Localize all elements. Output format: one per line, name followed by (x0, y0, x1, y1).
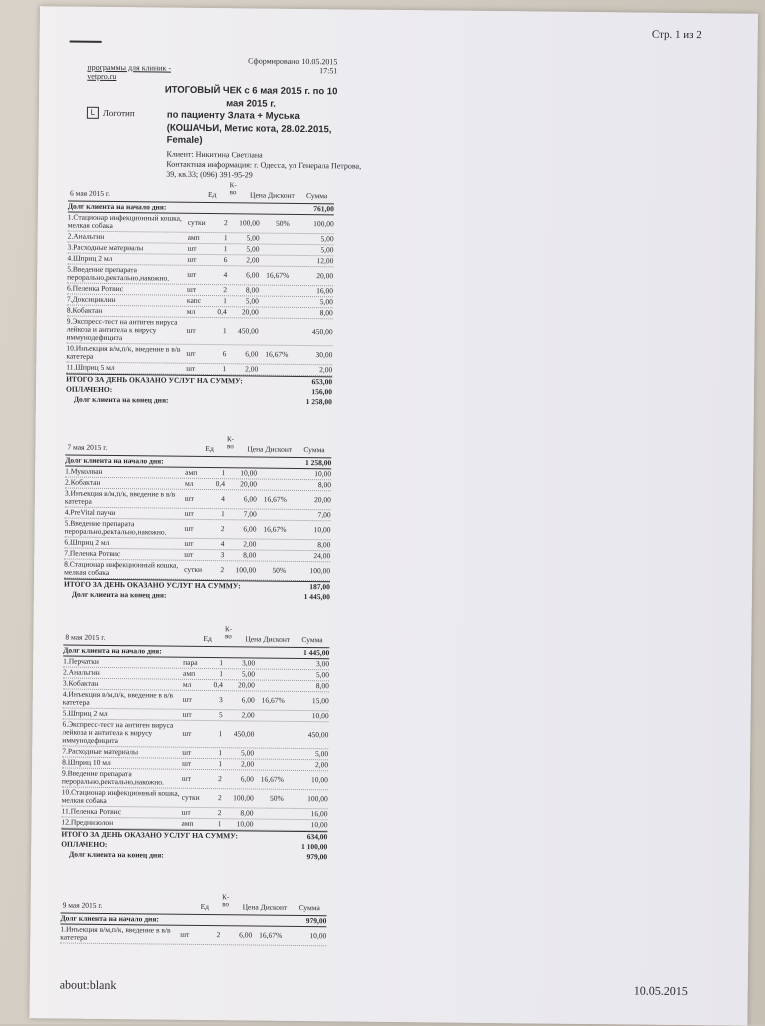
item-price: 6,00 (220, 931, 252, 939)
item-price: 450,00 (222, 730, 254, 738)
item-qty: 6 (212, 350, 226, 358)
item-name: 11.Пеленка Ротвис (62, 808, 182, 817)
item-name: 6.Экспресс-тест на антиген вируса лейкоза и антитела к вирусу иммунодефицита (62, 721, 182, 746)
line-item (66, 317, 332, 347)
column-qty: К-во (228, 182, 238, 196)
item-qty: 2 (213, 286, 227, 294)
item-sum: 5,00 (285, 671, 329, 679)
item-sum: 2,00 (284, 761, 328, 769)
debt-start-label: Долг клиента на начало дня: (65, 456, 164, 466)
item-name: 1.Инъекция в/м,п/к, введение в в/в катетера (60, 926, 180, 943)
item-discount: 50% (254, 795, 284, 803)
item-name: 1.Муколван (65, 468, 185, 477)
day-total-label: ИТОГО ЗА ДЕНЬ ОКАЗАНО УСЛУГ НА СУММУ: (61, 830, 238, 841)
day-date: 8 мая 2015 г. (65, 633, 105, 642)
item-price: 5,00 (223, 670, 255, 678)
item-name: 8.Шприц 10 мл (62, 759, 182, 768)
item-sum: 10,00 (284, 776, 328, 784)
column-sum: Сумма (299, 903, 320, 912)
item-sum: 8,00 (285, 682, 329, 690)
item-price: 2,00 (223, 711, 255, 719)
item-sum: 5,00 (289, 246, 333, 254)
item-sum: 5,00 (290, 235, 334, 243)
item-qty: 1 (209, 670, 223, 678)
item-price: 2,00 (224, 540, 256, 548)
item-unit: шт (187, 327, 213, 335)
item-name: 4.Инъекция в/м,п/к, введение в в/в катетера (63, 691, 183, 708)
item-name: 5.Введение препарата перорально,ректально,накожно. (64, 520, 184, 537)
item-name: 6.Пеленка Ротвис (67, 285, 187, 294)
item-name: 2.Кобактан (65, 479, 185, 488)
logo (87, 107, 135, 119)
item-price: 8,00 (227, 286, 259, 294)
item-qty: 1 (208, 760, 222, 768)
item-name: 11.Шприц 5 мл (66, 364, 186, 373)
item-unit: шт (187, 271, 213, 279)
item-sum: 5,00 (284, 750, 328, 758)
patient-info: по пациенту Злата + Муська (КОШАЧЬИ, Метис кота, 28.02.2015, Female) (167, 110, 349, 149)
item-name: 10.Стационар инфекционный кошка, мелкая собака (62, 789, 182, 806)
item-sum: 100,00 (284, 795, 328, 803)
item-sum: 100,00 (286, 567, 330, 575)
item-unit: шт (184, 540, 210, 548)
item-unit: шт (185, 525, 211, 533)
item-qty: 1 (207, 820, 221, 828)
day-total-value: 187,00 (309, 582, 330, 592)
item-unit: шт (182, 775, 208, 783)
item-price: 450,00 (227, 327, 259, 335)
day-total-value: 634,00 (307, 832, 328, 842)
item-unit: амп (181, 820, 207, 828)
item-name: 5.Шприц 2 мл (63, 710, 183, 719)
debt-end-value: 979,00 (306, 852, 327, 862)
item-price: 5,00 (227, 245, 259, 253)
item-price: 100,00 (228, 219, 260, 227)
item-sum: 8,00 (289, 309, 333, 317)
item-unit: шт (187, 256, 213, 264)
item-sum: 15,00 (285, 697, 329, 705)
item-qty: 3 (210, 551, 224, 559)
item-price: 2,00 (226, 365, 258, 373)
item-sum: 450,00 (289, 328, 333, 336)
item-price: 5,00 (222, 749, 254, 757)
paid-label: ОПЛАЧЕНО: (61, 840, 107, 849)
day-date: 7 мая 2015 г. (67, 443, 107, 452)
column-discount: Дисконт (263, 635, 290, 644)
day-total-label: ИТОГО ЗА ДЕНЬ ОКАЗАНО УСЛУГ НА СУММУ: (64, 580, 241, 591)
software-link[interactable]: программы для клиник - vetpro.ru (87, 63, 197, 82)
item-price: 6,00 (227, 271, 259, 279)
column-discount: Дисконт (261, 903, 288, 912)
item-price: 10,00 (221, 820, 253, 828)
item-qty: 2 (211, 525, 225, 533)
item-price: 20,00 (223, 681, 255, 689)
item-price: 3,00 (223, 659, 255, 667)
day-section (61, 623, 329, 863)
item-price: 2,00 (227, 256, 259, 264)
item-sum: 8,00 (287, 481, 331, 489)
item-name: 10.Инъекция в/м,п/к, введение в в/в катетера (66, 345, 186, 362)
column-unit: Ед (205, 444, 214, 453)
item-qty: 1 (213, 327, 227, 335)
item-sum: 450,00 (284, 731, 328, 739)
item-unit: мл (183, 681, 209, 689)
day-header (63, 623, 329, 649)
item-price: 6,00 (226, 350, 258, 358)
item-unit: амп (188, 234, 214, 242)
client-name: Клиент: Никитина Светлана (166, 150, 366, 162)
paid-label: ОПЛАЧЕНО: (66, 385, 112, 394)
debt-start-value: 979,00 (306, 916, 327, 926)
item-discount: 16,67% (255, 697, 285, 705)
item-qty: 6 (213, 256, 227, 264)
column-discount: Дисконт (268, 191, 295, 200)
item-name: 1.Перчатки (63, 658, 183, 667)
debt-end-value: 1 445,00 (304, 592, 330, 602)
item-qty: 1 (213, 297, 227, 305)
debt-end-label: Долг клиента на конец дня: (72, 590, 167, 600)
item-qty: 1 (213, 245, 227, 253)
day-date: 6 мая 2015 г. (70, 189, 110, 198)
day-header (68, 179, 334, 205)
line-item (60, 925, 326, 947)
item-price: 100,00 (224, 566, 256, 574)
item-unit: шт (186, 365, 212, 373)
column-unit: Ед (201, 902, 210, 911)
receipt-title: ИТОГОВЫЙ ЧЕК с 6 мая 2015 г. по 10 мая 2015 г. (161, 84, 341, 112)
item-discount: 16,67% (257, 526, 287, 534)
day-date: 9 мая 2015 г. (63, 901, 103, 910)
debt-end-label: Долг клиента на конец дня: (69, 850, 164, 860)
item-unit: сутки (188, 219, 214, 227)
column-price: Цена (250, 190, 266, 199)
debt-start-value: 1 258,00 (305, 458, 331, 468)
item-name: 8.Стационар инфекционный кошка, мелкая собака (64, 561, 184, 578)
item-unit: шт (185, 510, 211, 518)
item-name: 9.Введение препарата перорально,ректально,накожно. (62, 770, 182, 787)
day-section (66, 179, 334, 408)
item-qty: 2 (210, 566, 224, 574)
item-unit: амп (185, 469, 211, 477)
item-sum: 16,00 (284, 810, 328, 818)
line-item (62, 720, 328, 750)
item-qty: 1 (211, 469, 225, 477)
item-qty: 1 (209, 659, 223, 667)
column-price: Цена (247, 444, 263, 453)
item-unit: пара (183, 659, 209, 667)
paid-value: 156,00 (311, 387, 332, 397)
item-discount: 50% (256, 567, 286, 575)
item-price: 8,00 (222, 809, 254, 817)
item-unit: шт (182, 749, 208, 757)
day-header (61, 891, 327, 917)
item-qty: 1 (212, 365, 226, 373)
item-sum: 10,00 (283, 821, 327, 829)
item-price: 20,00 (227, 308, 259, 316)
item-sum: 20,00 (287, 496, 331, 504)
item-unit: шт (186, 350, 212, 358)
item-name: 3.Инъекция в/м,п/к, введение в в/в катетера (65, 490, 185, 507)
item-qty: 1 (214, 234, 228, 242)
column-price: Цена (243, 902, 259, 911)
item-qty: 0,4 (211, 480, 225, 488)
item-discount: 16,67% (258, 351, 288, 359)
item-unit: шт (183, 711, 209, 719)
column-qty: К-во (225, 436, 235, 450)
item-unit: сутки (182, 794, 208, 802)
item-qty: 5 (209, 711, 223, 719)
item-name: 9.Экспресс-тест на антиген вируса лейкоза и антитела к вирусу иммунодефицита (67, 318, 187, 343)
item-qty: 0,4 (213, 308, 227, 316)
item-unit: шт (187, 286, 213, 294)
item-price: 20,00 (225, 480, 257, 488)
item-sum: 10,00 (282, 932, 326, 940)
item-discount: 16,67% (259, 272, 289, 280)
item-name: 8.Кобактан (67, 307, 187, 316)
item-sum: 2,00 (288, 366, 332, 374)
item-qty: 2 (208, 775, 222, 783)
item-price: 6,00 (225, 525, 257, 533)
item-discount: 16,67% (252, 932, 282, 940)
item-price: 2,00 (222, 760, 254, 768)
item-unit: шт (182, 809, 208, 817)
client-contact: Контактная информация: г. Одесса, ул Генерала Петрова, 39, кв.33; (096) 391-95-29 (166, 160, 366, 182)
logo-label: Логотип (103, 108, 135, 118)
item-unit: шт (185, 495, 211, 503)
item-name: 3.Расходные материалы (67, 244, 187, 253)
debt-start-label: Долг клиента на начало дня: (63, 646, 162, 656)
item-name: 12.Преднизолон (61, 819, 181, 828)
column-qty: К-во (221, 894, 231, 908)
day-header (65, 433, 331, 459)
day-section (60, 891, 327, 947)
item-name: 3.Кобактан (63, 680, 183, 689)
item-sum: 10,00 (285, 712, 329, 720)
item-price: 7,00 (225, 510, 257, 518)
item-qty: 1 (208, 730, 222, 738)
item-sum: 3,00 (285, 660, 329, 668)
day-section (64, 433, 332, 603)
item-name: 6.Шприц 2 мл (64, 539, 184, 548)
column-sum: Сумма (306, 191, 327, 200)
footer-date: 10.05.2015 (634, 984, 688, 1000)
item-name: 2.Анальгин (63, 669, 183, 678)
item-qty: 2 (208, 794, 222, 802)
item-name: 7.Пеленка Ротвис (64, 550, 184, 559)
item-unit: мл (187, 308, 213, 316)
day-total-value: 653,00 (311, 377, 332, 387)
item-unit: сутки (184, 566, 210, 574)
footer-url: about:blank (60, 978, 117, 994)
item-qty: 1 (208, 749, 222, 757)
item-discount: 50% (260, 220, 290, 228)
debt-start-value: 761,00 (313, 204, 334, 214)
item-name: 2.Анальгин (68, 233, 188, 242)
debt-end-value: 1 258,00 (306, 397, 332, 407)
debt-end-row (64, 590, 330, 603)
debt-start-label: Долг клиента на начало дня: (60, 914, 159, 924)
item-price: 6,00 (222, 775, 254, 783)
debt-start-value: 1 445,00 (303, 648, 329, 658)
item-price: 6,00 (225, 495, 257, 503)
item-qty: 2 (206, 931, 220, 939)
item-sum: 10,00 (287, 526, 331, 534)
debt-end-row (66, 395, 332, 408)
item-name: 4.Шприц 2 мл (67, 255, 187, 264)
item-price: 10,00 (225, 469, 257, 477)
item-unit: мл (185, 480, 211, 488)
item-unit: шт (187, 245, 213, 253)
column-qty: К-во (223, 626, 233, 640)
item-price: 5,00 (227, 297, 259, 305)
item-qty: 0,4 (209, 681, 223, 689)
item-price: 100,00 (222, 794, 254, 802)
column-discount: Дисконт (265, 445, 292, 454)
item-name: 5.Введение препарата перорально,ректально,накожно. (67, 266, 187, 283)
debt-end-row (61, 850, 327, 863)
item-sum: 16,00 (289, 287, 333, 295)
column-unit: Ед (203, 634, 212, 643)
column-sum: Сумма (303, 445, 324, 454)
item-sum: 100,00 (290, 220, 334, 228)
item-discount: 16,67% (254, 776, 284, 784)
divider (70, 41, 102, 43)
item-qty: 4 (210, 540, 224, 548)
item-price: 8,00 (224, 551, 256, 559)
item-unit: шт (184, 551, 210, 559)
receipt-page (29, 6, 758, 1025)
item-sum: 30,00 (288, 351, 332, 359)
item-qty: 3 (209, 696, 223, 704)
item-unit: капс (187, 297, 213, 305)
day-total-label: ИТОГО ЗА ДЕНЬ ОКАЗАНО УСЛУГ НА СУММУ: (66, 375, 243, 386)
column-price: Цена (245, 634, 261, 643)
debt-start-label: Долг клиента на начало дня: (68, 202, 167, 212)
page-number: Стр. 1 из 2 (652, 29, 702, 42)
item-qty: 2 (214, 219, 228, 227)
debt-end-label: Долг клиента на конец дня: (74, 395, 169, 405)
item-unit: шт (183, 696, 209, 704)
item-sum: 5,00 (289, 298, 333, 306)
item-price: 5,00 (228, 234, 260, 242)
item-unit: шт (182, 760, 208, 768)
column-sum: Сумма (301, 635, 322, 644)
column-unit: Ед (208, 190, 217, 199)
item-sum: 8,00 (286, 541, 330, 549)
item-unit: шт (182, 730, 208, 738)
item-sum: 24,00 (286, 552, 330, 560)
item-price: 6,00 (223, 696, 255, 704)
item-qty: 4 (211, 495, 225, 503)
client-info (166, 150, 366, 182)
item-name: 4.PreVital паучи (65, 509, 185, 518)
item-sum: 7,00 (287, 511, 331, 519)
item-qty: 2 (208, 809, 222, 817)
item-unit: шт (180, 931, 206, 939)
item-sum: 10,00 (287, 470, 331, 478)
item-name: 7.Расходные материалы (62, 748, 182, 757)
item-qty: 1 (211, 510, 225, 518)
item-qty: 4 (213, 271, 227, 279)
logo-icon: L (87, 107, 99, 119)
item-sum: 12,00 (289, 257, 333, 265)
paid-value: 1 100,00 (301, 842, 327, 852)
item-discount: 16,67% (257, 496, 287, 504)
item-unit: амп (183, 670, 209, 678)
generated-date: Сформировано 10.05.2015 17:51 (229, 56, 337, 75)
item-name: 7.Доксициклин (67, 296, 187, 305)
item-name: 1.Стационар инфекционный кошка, мелкая собака (68, 214, 188, 231)
item-sum: 20,00 (289, 272, 333, 280)
